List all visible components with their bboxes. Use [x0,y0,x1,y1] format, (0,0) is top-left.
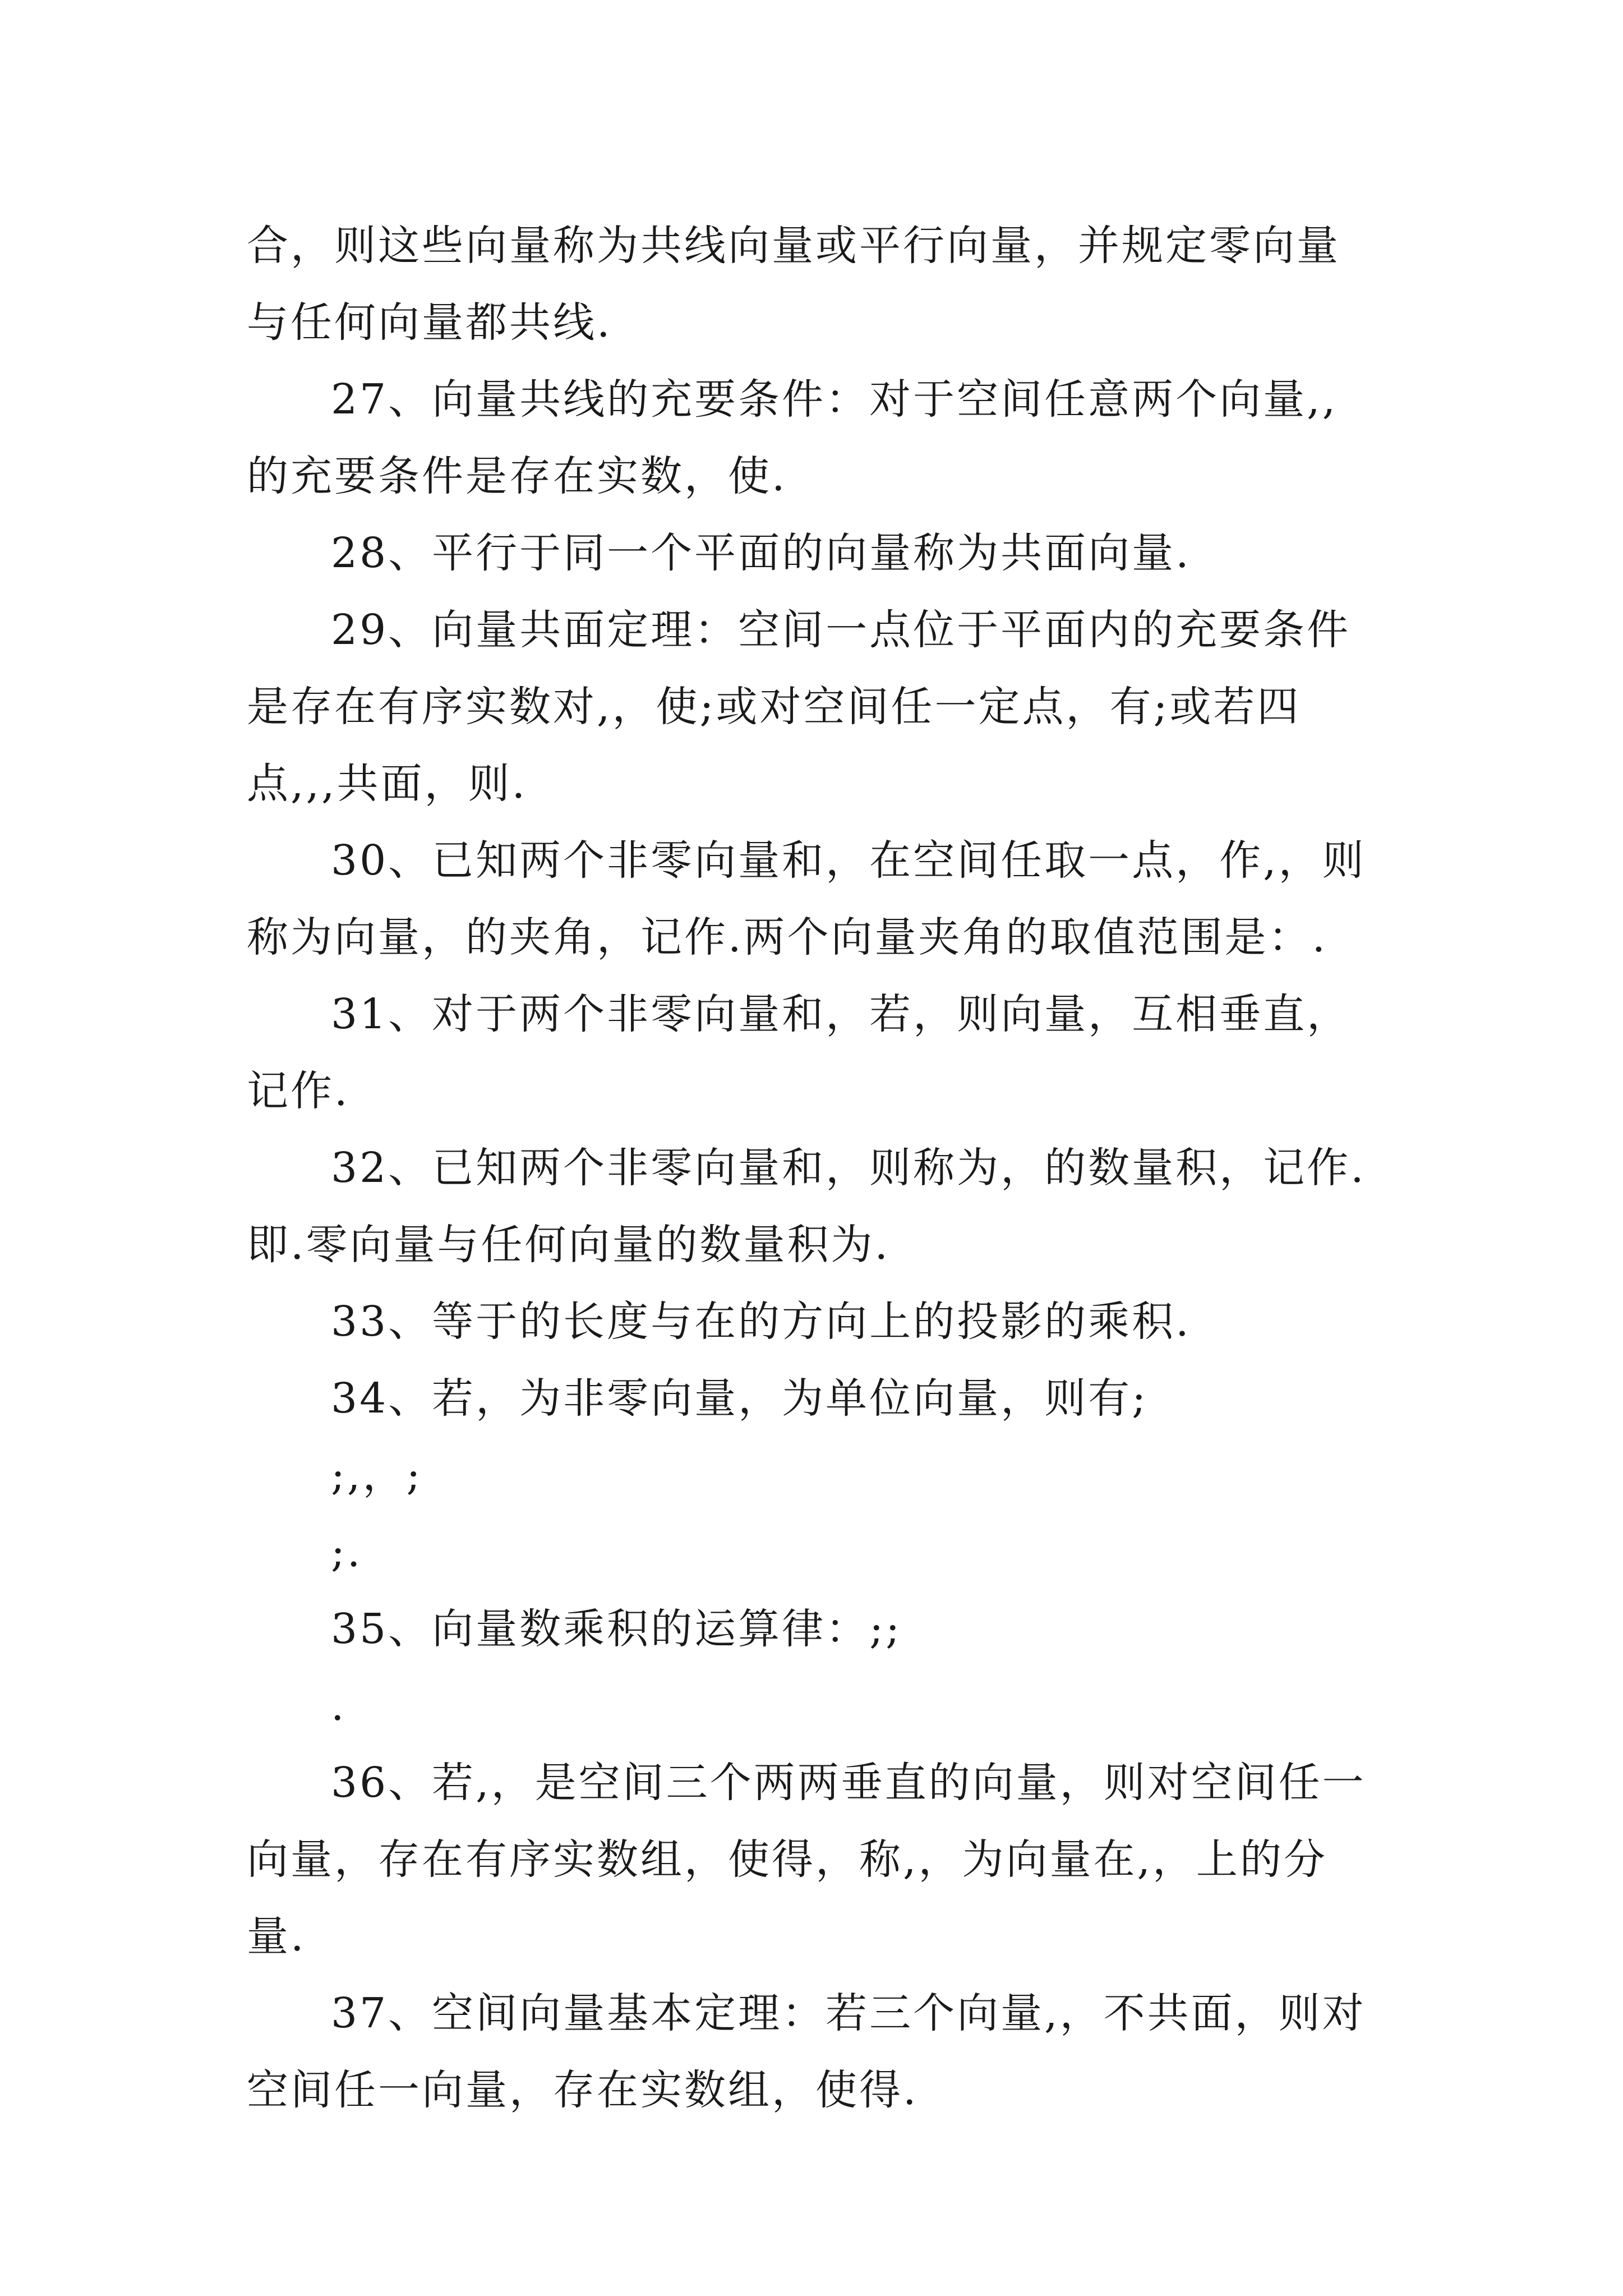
paragraph-36-components: 36、若,，是空间三个两两垂直的向量，则对空间任一向量，存在有序实数组，使得，称,，为向量在,，上的分量. [247,1759,1366,1961]
paragraph-30-angle-between-vectors: 30、已知两个非零向量和，在空间任取一点，作,，则称为向量，的夹角，记作.两个向量夹角的取值范围是：. [247,836,1366,961]
paragraph-34-formulas-a: ;,，; [331,1451,423,1499]
paragraph-29-coplanar-theorem: 29、向量共面定理：空间一点位于平面内的充要条件是存在有序实数对,，使;或对空间任一定点，有;或若四点,,,共面，则. [247,606,1351,808]
paragraph-35-operation-laws: 35、向量数乘积的运算律：;; [331,1605,902,1653]
paragraph-33-dot-product-geometric: 33、等于的长度与在的方向上的投影的乘积. [331,1297,1191,1346]
paragraph-28-coplanar-vectors: 28、平行于同一个平面的向量称为共面向量. [331,529,1191,577]
paragraph-34-properties: 34、若，为非零向量，为单位向量，则有; [331,1374,1149,1423]
paragraph-27-collinear-condition: 27、向量共线的充要条件：对于空间任意两个向量,,的充要条件是存在实数，使. [247,375,1338,500]
paragraph-37-basis-theorem: 37、空间向量基本定理：若三个向量,，不共面，则对空间任一向量，存在实数组，使得. [247,1989,1366,2114]
paragraph-35-formula-end: . [331,1682,347,1730]
paragraph-34-formulas-b: ;. [331,1528,363,1576]
paragraph-31-perpendicular-vectors: 31、对于两个非零向量和，若，则向量，互相垂直，记作. [247,990,1351,1115]
paragraph-32-dot-product: 32、已知两个非零向量和，则称为，的数量积，记作.即.零向量与任何向量的数量积为. [247,1144,1366,1269]
paragraph-continuation: 合，则这些向量称为共线向量或平行向量，并规定零向量与任何向量都共线. [247,222,1340,347]
document-body [247,208,1374,2129]
